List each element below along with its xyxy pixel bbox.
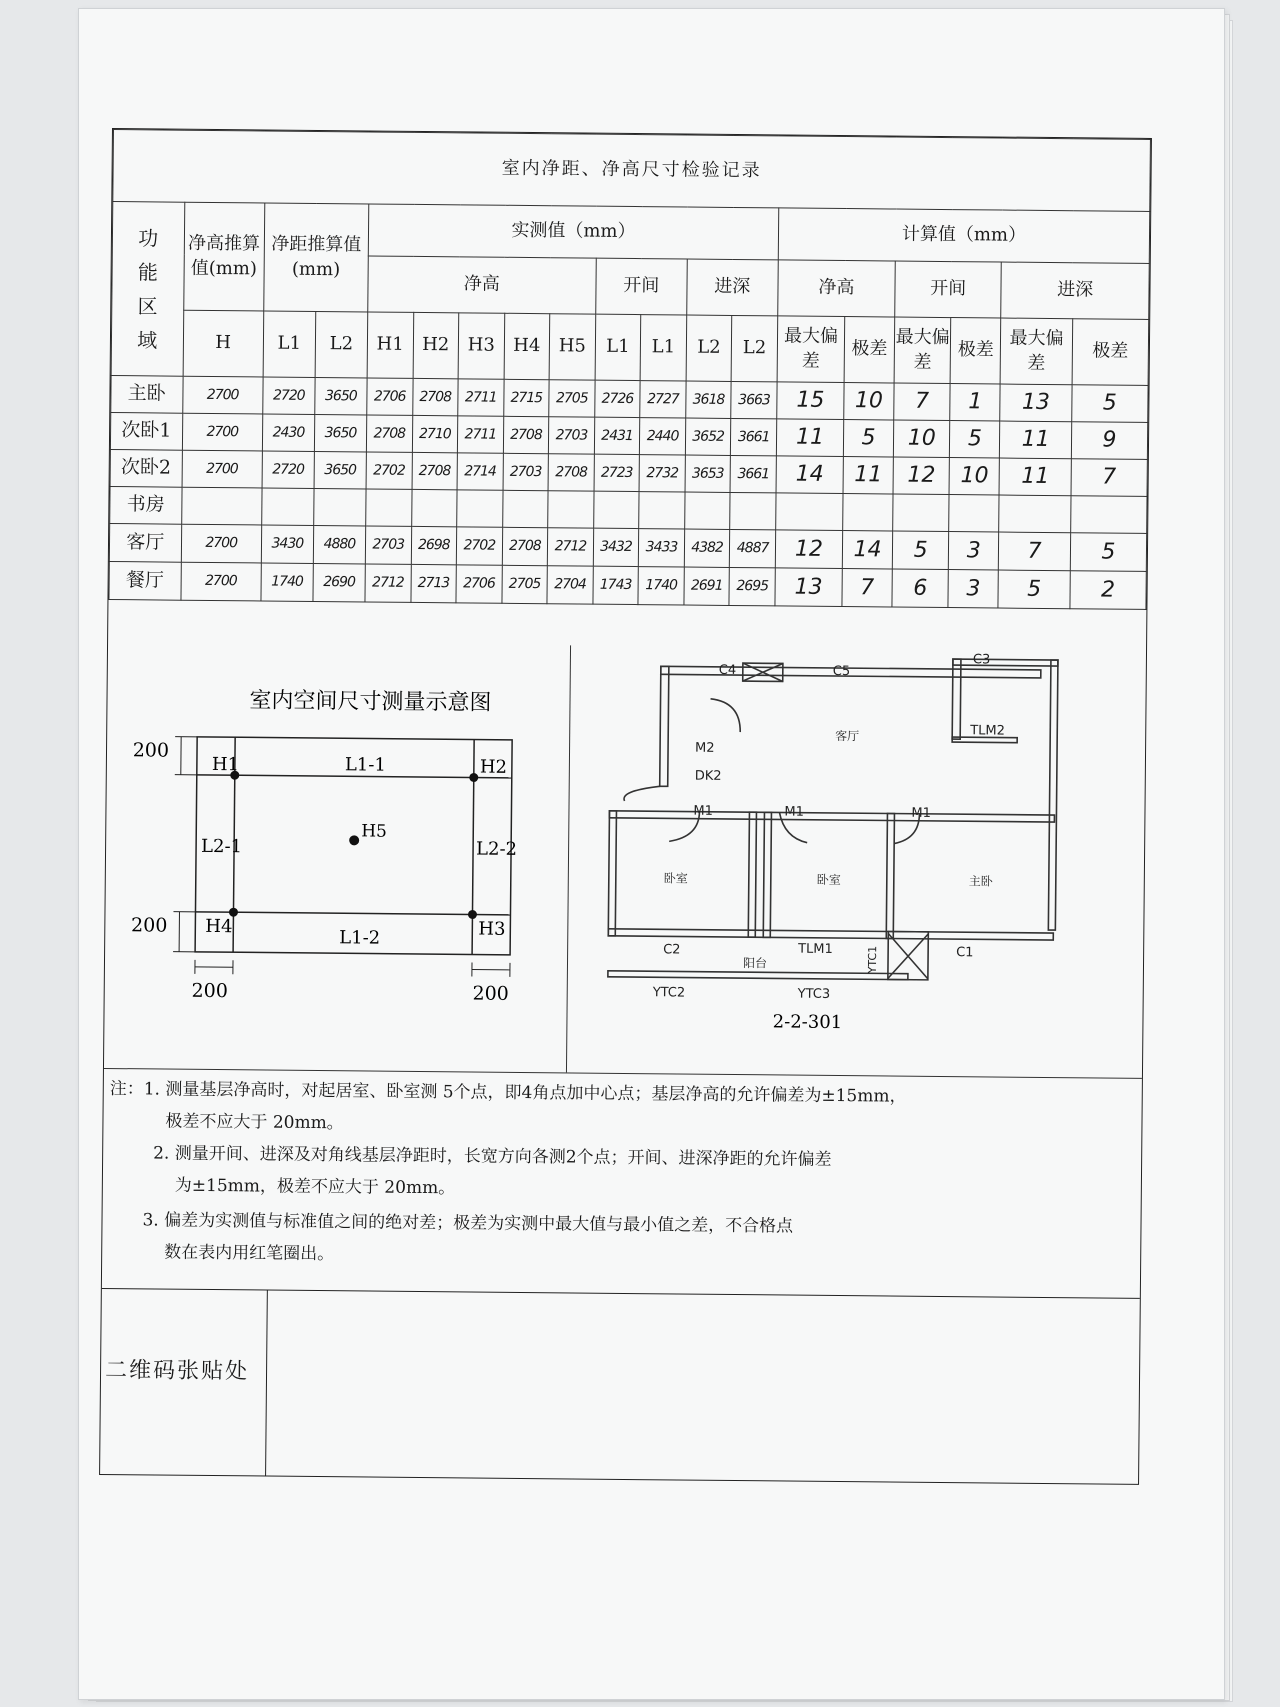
table-cell: 3433 [639, 529, 685, 567]
label-h5: H5 [361, 821, 388, 842]
table-cell: 2700 [182, 413, 263, 451]
table-cell: 2715 [503, 379, 549, 416]
table-cell: 2703 [365, 526, 411, 564]
table-cell: 2727 [640, 381, 686, 418]
note-2-cont: 为±15mm，极差不应大于 20mm。 [174, 1175, 456, 1199]
table-cell: 2700 [181, 562, 262, 601]
table-cell [366, 489, 412, 526]
note-3: 3. 偏差为实测值与标准值之间的绝对差；极差为实测中最大值与最小值之差，不合格点 [142, 1210, 794, 1237]
dim-200-top: 200 [132, 739, 170, 762]
table-cell: 11 [999, 458, 1071, 496]
fp-bedroom-1: 卧室 [663, 871, 688, 886]
table-cell: 3652 [685, 418, 731, 455]
table-cell: 2708 [366, 415, 412, 452]
table-cell: 2713 [410, 564, 456, 602]
table-cell: 11 [843, 457, 893, 494]
table-cell [730, 492, 776, 529]
note-2: 2. 测量开间、进深及对角线基层净距时，长宽方向各测2个点；开间、进深净距的允许偏差 [153, 1143, 832, 1170]
table-cell: 2710 [412, 415, 458, 452]
dim-200-left: 200 [191, 979, 228, 1003]
table-cell: 2708 [412, 452, 458, 489]
table-cell: 2702 [366, 452, 412, 489]
dim-200-right: 200 [472, 982, 509, 1005]
fp-m1-b: M1 [784, 804, 805, 820]
table-cell: 5 [892, 531, 949, 570]
table-cell [1071, 496, 1147, 534]
label-h1: H1 [211, 753, 240, 776]
computed-net-height-header: 净高 [778, 260, 896, 317]
col-L1a: L1 [595, 314, 641, 380]
table-cell: 3430 [261, 525, 313, 563]
computed-bay-header: 开间 [895, 261, 1002, 318]
table-cell: 2700 [182, 376, 263, 414]
label-h3: H3 [478, 918, 506, 940]
table-cell: 2720 [263, 377, 315, 414]
table-cell: 2708 [502, 527, 548, 565]
table-cell: 2705 [502, 565, 548, 603]
table-cell: 12 [893, 457, 950, 495]
table-cell: 5 [1070, 533, 1146, 572]
label-l2-2: L2-2 [475, 838, 518, 860]
net-distance-calc-header: 净距推算值(mm) [264, 203, 369, 312]
table-cell: 2712 [547, 528, 593, 566]
table-cell: 3650 [314, 451, 366, 488]
table-cell: 2706 [456, 565, 502, 603]
table-cell: 2705 [549, 380, 595, 417]
fp-ytc3: YTC3 [797, 986, 831, 1002]
computed-depth-header: 进深 [1001, 262, 1149, 319]
table-cell: 9 [1071, 422, 1147, 460]
table-cell: 1743 [593, 566, 639, 604]
fp-m2: M2 [695, 740, 715, 756]
table-cell: 客厅 [109, 523, 181, 562]
table-cell: 2711 [458, 379, 504, 416]
col-L2: L2 [315, 311, 368, 377]
measured-depth-header: 进深 [687, 259, 779, 316]
measured-header: 实测值（mm） [368, 204, 778, 260]
fp-ytc2: YTC2 [652, 985, 686, 1001]
table-cell [262, 488, 314, 525]
table-cell: 4382 [684, 529, 730, 567]
table-cell: 2440 [640, 418, 686, 455]
table-cell: 6 [892, 569, 949, 608]
table-cell: 3618 [686, 381, 732, 418]
fp-c1: C1 [956, 945, 974, 961]
fp-bedroom-2: 卧室 [816, 872, 841, 888]
table-cell: 12 [775, 530, 843, 569]
table-cell: 2723 [594, 454, 640, 491]
table-cell: 3 [949, 532, 999, 570]
table-cell: 1740 [638, 567, 684, 605]
table-cell: 7 [842, 569, 892, 607]
table-cell [502, 490, 548, 527]
label-h4: H4 [205, 915, 233, 938]
col-L1: L1 [263, 311, 316, 377]
col-bay-max-dev: 最大偏差 [894, 317, 951, 384]
table-cell: 3650 [315, 377, 367, 414]
table-cell: 1 [950, 384, 1000, 421]
table-cell: 13 [1000, 384, 1072, 422]
col-bay-range: 极差 [950, 318, 1001, 384]
fp-master-bedroom: 主卧 [968, 874, 993, 889]
table-cell: 2690 [313, 563, 365, 601]
table-cell: 2726 [594, 380, 640, 417]
col-H4: H4 [504, 313, 550, 379]
table-cell: 主卧 [111, 376, 183, 414]
table-cell: 次卧2 [110, 449, 182, 487]
table-cell: 3663 [731, 381, 777, 418]
table-cell: 5 [950, 421, 1000, 458]
table-cell [411, 489, 457, 526]
table-cell: 2431 [594, 417, 640, 454]
table-cell: 7 [999, 532, 1071, 571]
table-cell [314, 488, 366, 525]
table-cell: 2720 [262, 451, 314, 488]
col-H3: H3 [458, 313, 504, 379]
fp-tlm2: TLM2 [970, 723, 1005, 739]
table-cell: 11 [1000, 421, 1072, 459]
table-cell: 餐厅 [109, 561, 181, 600]
col-L2b: L2 [731, 315, 777, 381]
table-cell [999, 495, 1071, 533]
label-l1-1: L1-1 [344, 754, 386, 776]
col-H2: H2 [413, 312, 459, 378]
table-cell: 14 [776, 456, 844, 494]
table-cell: 3650 [314, 414, 366, 451]
measured-bay-header: 开间 [595, 258, 687, 315]
floor-plan [567, 645, 1146, 1077]
table-cell: 2 [1070, 571, 1146, 610]
unit-number: 2-2-301 [772, 1011, 843, 1034]
table-cell: 次卧1 [110, 413, 182, 451]
fp-m1-c: M1 [911, 805, 932, 821]
fp-c5: C5 [832, 663, 851, 680]
col-depth-range: 极差 [1072, 319, 1149, 386]
table-cell: 1740 [261, 563, 313, 601]
table-cell: 4887 [730, 529, 776, 567]
table-cell: 2702 [456, 527, 502, 565]
area-header: 功 能 区 域 [111, 202, 184, 377]
fp-c3: C3 [972, 652, 991, 668]
col-L1b: L1 [640, 315, 686, 381]
table-cell [457, 490, 503, 527]
table-cell: 2708 [412, 378, 458, 415]
measured-net-height-header: 净高 [368, 256, 596, 314]
table-cell: 5 [998, 570, 1070, 609]
net-height-calc-header: 净高推算值(mm) [183, 202, 264, 311]
table-cell: 5 [1072, 385, 1148, 423]
table-cell [639, 492, 685, 529]
table-cell: 2430 [262, 414, 314, 451]
fp-tlm1: TLM1 [798, 941, 833, 957]
table-cell: 7 [894, 383, 951, 421]
table-cell: 2711 [457, 416, 503, 453]
col-H: H [183, 310, 264, 377]
table-cell: 2703 [503, 453, 549, 490]
table-cell: 15 [777, 382, 845, 420]
table-cell [181, 487, 262, 525]
table-cell: 3432 [593, 528, 639, 566]
qr-label: 二维码张贴处 [104, 1357, 250, 1385]
table-cell: 14 [842, 531, 892, 569]
computed-header: 计算值（mm） [778, 208, 1150, 264]
table-cell: 书房 [110, 486, 182, 524]
table-cell [776, 493, 844, 531]
col-height-range: 极差 [844, 317, 895, 383]
table-cell: 11 [776, 419, 844, 457]
table-cell: 4880 [313, 525, 365, 563]
table-cell [684, 492, 730, 529]
fp-balcony: 阳台 [742, 956, 768, 971]
fp-dk2: DK2 [694, 768, 722, 784]
table-cell: 2712 [365, 564, 411, 602]
fp-c4: C4 [718, 662, 737, 679]
measurement-diagram [104, 641, 570, 1072]
table-cell: 2698 [411, 526, 457, 564]
table-cell: 10 [949, 458, 999, 495]
table-cell: 2704 [547, 566, 593, 604]
table-cell: 2708 [548, 454, 594, 491]
table-cell: 3661 [731, 418, 777, 455]
table-cell: 2700 [181, 524, 262, 563]
col-L2a: L2 [686, 315, 732, 381]
inspection-table [108, 129, 1150, 610]
table-cell: 5 [844, 420, 894, 457]
table-cell: 10 [844, 383, 894, 420]
notes-section [102, 1068, 1142, 1299]
fp-c2: C2 [663, 942, 681, 958]
table-cell: 2714 [457, 453, 503, 490]
table-cell: 2706 [367, 378, 413, 415]
table-cell [949, 495, 999, 532]
table-cell: 13 [775, 568, 843, 607]
diagram-title: 室内空间尺寸测量示意图 [249, 688, 492, 716]
note-1: 注：1. 测量基层净高时，对起居室、卧室测 5个点，即4角点加中心点；基层净高的允许偏差为±15mm， [109, 1079, 907, 1107]
label-h2: H2 [479, 756, 508, 778]
fp-living-room: 客厅 [835, 728, 860, 744]
table-cell: 3 [948, 570, 998, 608]
table-cell: 2700 [182, 450, 263, 488]
fp-m1-a: M1 [693, 803, 714, 819]
table-cell: 2708 [503, 416, 549, 453]
table-cell: 7 [1071, 459, 1147, 497]
col-H1: H1 [367, 312, 413, 378]
inspection-form [99, 128, 1152, 1485]
label-l2-1: L2-1 [201, 835, 243, 858]
table-cell: 3653 [685, 455, 731, 492]
col-height-max-dev: 最大偏差 [777, 316, 845, 383]
form-title: 室内净距、净高尺寸检验记录 [113, 130, 1151, 212]
qr-section [100, 1288, 1140, 1485]
table-cell [893, 494, 950, 532]
table-cell [593, 491, 639, 528]
dim-200-bottom: 200 [130, 914, 168, 937]
col-H5: H5 [549, 314, 595, 380]
table-cell: 2703 [549, 417, 595, 454]
fp-ytc1: YTC1 [865, 945, 880, 974]
table-cell [548, 491, 594, 528]
table-cell: 2732 [639, 455, 685, 492]
col-depth-max-dev: 最大偏差 [1000, 318, 1072, 385]
diagram-section [104, 641, 1146, 1078]
table-cell: 3661 [730, 455, 776, 492]
table-cell [843, 494, 893, 531]
note-1-cont: 极差不应大于 20mm。 [165, 1111, 344, 1134]
label-l1-2: L1-2 [339, 927, 381, 949]
note-3-cont: 数在表内用红笔圈出。 [164, 1242, 335, 1265]
table-cell: 2695 [729, 567, 775, 605]
table-cell: 2691 [684, 567, 730, 605]
table-cell: 10 [893, 420, 950, 458]
